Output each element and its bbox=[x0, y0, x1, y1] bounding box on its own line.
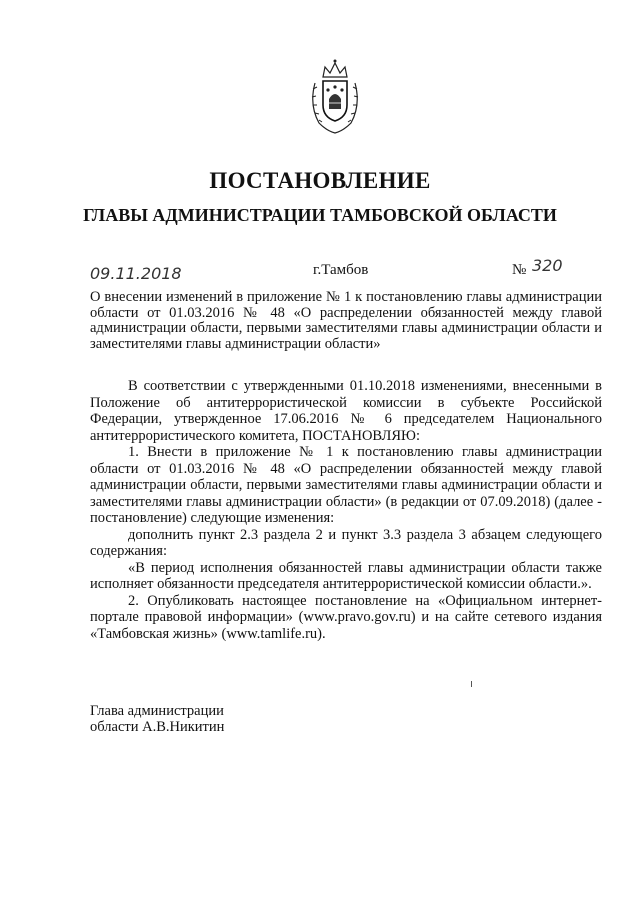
document-number-label: № bbox=[512, 262, 527, 278]
document-subject: О внесении изменений в приложение № 1 к постановлению главы администрации области от 01.03.2016 № 48 «О распределении обязанностей между главой администрации области, первыми заместителями главы администрации области и заместителями главы администрации области» bbox=[90, 289, 602, 352]
tambov-coat-of-arms-icon bbox=[305, 55, 365, 135]
document-city: г.Тамбов bbox=[313, 262, 369, 278]
signature-line-1: Глава администрации bbox=[90, 703, 224, 719]
body-paragraph: дополнить пункт 2.3 раздела 2 и пункт 3.3 раздела 3 абзацем следующего содержания: bbox=[90, 526, 602, 559]
document-number: 320 bbox=[532, 256, 563, 275]
body-paragraph: 1. Внести в приложение № 1 к постановлению главы администрации области от 01.03.2016 № 48 «О распределении обязанностей между главой администрации области, первыми заместителями главы администрации области и заместителями главы администрации области» (в редакции от 07.09.2018) (далее - постановление) следующие изменения: bbox=[90, 444, 602, 526]
body-paragraph: В соответствии с утвержденными 01.10.2018 изменениями, внесенными в Положение об антитеррористической комиссии в субъекте Российской Федерации, утвержденное 17.06.2016 № 6 председателем Национального антитеррористического комитета, ПОСТАНОВЛЯЮ: bbox=[90, 378, 602, 444]
signature-line-2: области А.В.Никитин bbox=[90, 719, 225, 735]
signature-block bbox=[90, 703, 340, 735]
document-date: 09.11.2018 bbox=[90, 264, 182, 283]
document-subtitle: ГЛАВЫ АДМИНИСТРАЦИИ ТАМБОВСКОЙ ОБЛАСТИ bbox=[83, 205, 557, 225]
document-body bbox=[90, 378, 602, 642]
document-title: ПОСТАНОВЛЕНИЕ bbox=[209, 168, 431, 193]
body-paragraph: «В период исполнения обязанностей главы администрации области также исполняет обязанности председателя антитеррористической комиссии области.». bbox=[90, 559, 602, 592]
body-paragraph: 2. Опубликовать настоящее постановление на «Официальном интернет-портале правовой информации» (www.pravo.gov.ru) и на сайте сетевого издания «Тамбовская жизнь» (www.tamlife.ru). bbox=[90, 592, 602, 642]
scan-mark bbox=[471, 681, 472, 687]
